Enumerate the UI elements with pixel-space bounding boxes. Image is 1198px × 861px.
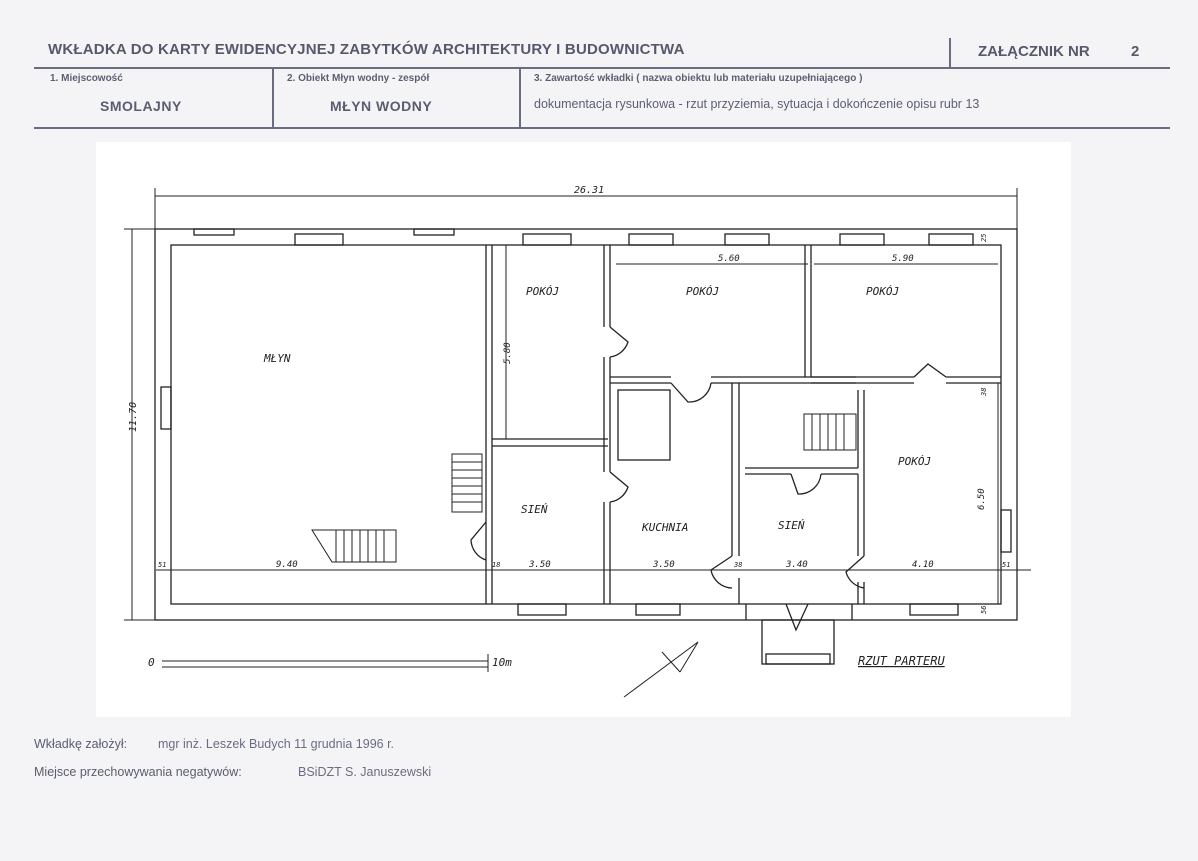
door-porch xyxy=(786,604,808,630)
window-top-3 xyxy=(414,229,454,235)
window-bottom-1 xyxy=(518,604,566,615)
scale-start: 0 xyxy=(148,656,155,669)
dim-51a: 51 xyxy=(158,561,167,569)
room-mlyn: MŁYN xyxy=(264,352,291,365)
dim-38b: 38 xyxy=(980,387,988,396)
door-kuchnia-bottom xyxy=(711,556,732,588)
dim-56: 56 xyxy=(980,605,988,614)
door-pokoj3 xyxy=(914,364,946,377)
header-divider xyxy=(949,38,951,68)
scale-bar xyxy=(162,654,488,672)
room-kuchnia: KUCHNIA xyxy=(642,521,689,534)
dim-940: 9.40 xyxy=(276,560,298,570)
window-top-1 xyxy=(194,229,234,235)
dim-590: 5.90 xyxy=(892,254,914,264)
room-pokoj-1: POKÓJ xyxy=(526,285,560,298)
object-label: 2. Obiekt Młyn wodny - zespół xyxy=(287,73,430,84)
stairs-mill xyxy=(312,530,396,562)
dim-total-width: 26.31 xyxy=(574,185,605,196)
room-pokoj-4: POKÓJ xyxy=(898,455,932,468)
dim-580: 5.80 xyxy=(503,342,513,364)
object-value: MŁYN WODNY xyxy=(330,98,433,114)
window-left xyxy=(161,387,171,429)
window-top-5 xyxy=(629,234,673,245)
attachment-label: ZAŁĄCZNIK NR xyxy=(978,43,1090,60)
card-title: WKŁADKA DO KARTY EWIDENCYJNEJ ZABYTKÓW ARCHITEKTURY I BUDOWNICTWA xyxy=(48,41,685,58)
window-top-6 xyxy=(725,234,769,245)
content-value: dokumentacja rysunkowa - rzut przyziemia, sytuacja i dokończenie opisu rubr 13 xyxy=(534,97,980,111)
field-divider-1 xyxy=(272,68,274,128)
room-sien-2: SIEŃ xyxy=(778,519,805,532)
locality-label: 1. Miejscowość xyxy=(50,73,123,84)
stairs-middle xyxy=(804,414,856,450)
fields-rule xyxy=(34,127,1170,129)
door-kuchnia-top xyxy=(671,383,711,402)
dim-350b: 3.50 xyxy=(653,560,675,570)
door-sien2-top xyxy=(791,474,821,494)
negatives-label: Miejsce przechowywania negatywów: xyxy=(34,765,242,779)
door-pokoj4 xyxy=(846,556,864,588)
kuchnia-closet xyxy=(618,390,670,460)
attachment-number: 2 xyxy=(1131,43,1140,60)
room-pokoj-2: POKÓJ xyxy=(686,285,720,298)
dim-25: 25 xyxy=(980,233,988,242)
dim-51b: 51 xyxy=(1002,561,1011,569)
window-top-7 xyxy=(840,234,884,245)
door-kuchnia xyxy=(610,472,628,502)
dim-38: 38 xyxy=(734,561,743,569)
door-pokoj1 xyxy=(610,327,628,357)
dim-18: 18 xyxy=(492,561,501,569)
dim-560: 5.60 xyxy=(718,254,740,264)
dim-total-height: 11.70 xyxy=(128,401,139,432)
author-value: mgr inż. Leszek Budych 11 grudnia 1996 r. xyxy=(158,737,395,751)
stairs-sien1 xyxy=(452,454,482,512)
window-bottom-2 xyxy=(636,604,680,615)
plan-caption: RZUT PARTERU xyxy=(858,654,945,668)
window-top-8 xyxy=(929,234,973,245)
dim-350a: 3.50 xyxy=(529,560,551,570)
outer-wall-inner xyxy=(171,245,1001,604)
porch-step xyxy=(766,654,830,664)
dim-410: 4.10 xyxy=(912,560,934,570)
window-top-2 xyxy=(295,234,343,245)
north-arrow xyxy=(624,642,698,697)
negatives-value: BSiDZT S. Januszewski xyxy=(298,765,432,779)
dim-340: 3.40 xyxy=(786,560,808,570)
header-rule xyxy=(34,67,1170,69)
author-label: Wkładkę założył: xyxy=(34,737,128,751)
dimension-lines xyxy=(124,188,1031,620)
window-top-4 xyxy=(523,234,571,245)
locality-value: SMOLAJNY xyxy=(100,98,182,114)
content-label: 3. Zawartość wkładki ( nazwa obiektu lub materiału uzupełniającego ) xyxy=(534,73,863,84)
floor-plan-svg xyxy=(96,142,1071,717)
scale-end: 10m xyxy=(492,656,512,669)
field-divider-2 xyxy=(519,68,521,128)
dim-650: 6.50 xyxy=(977,488,987,510)
window-bottom-3 xyxy=(910,604,958,615)
room-sien-1: SIEŃ xyxy=(521,503,548,516)
door-sien1 xyxy=(471,522,486,560)
room-pokoj-3: POKÓJ xyxy=(866,285,900,298)
floor-plan-drawing xyxy=(96,142,1071,717)
window-right xyxy=(1001,510,1011,552)
